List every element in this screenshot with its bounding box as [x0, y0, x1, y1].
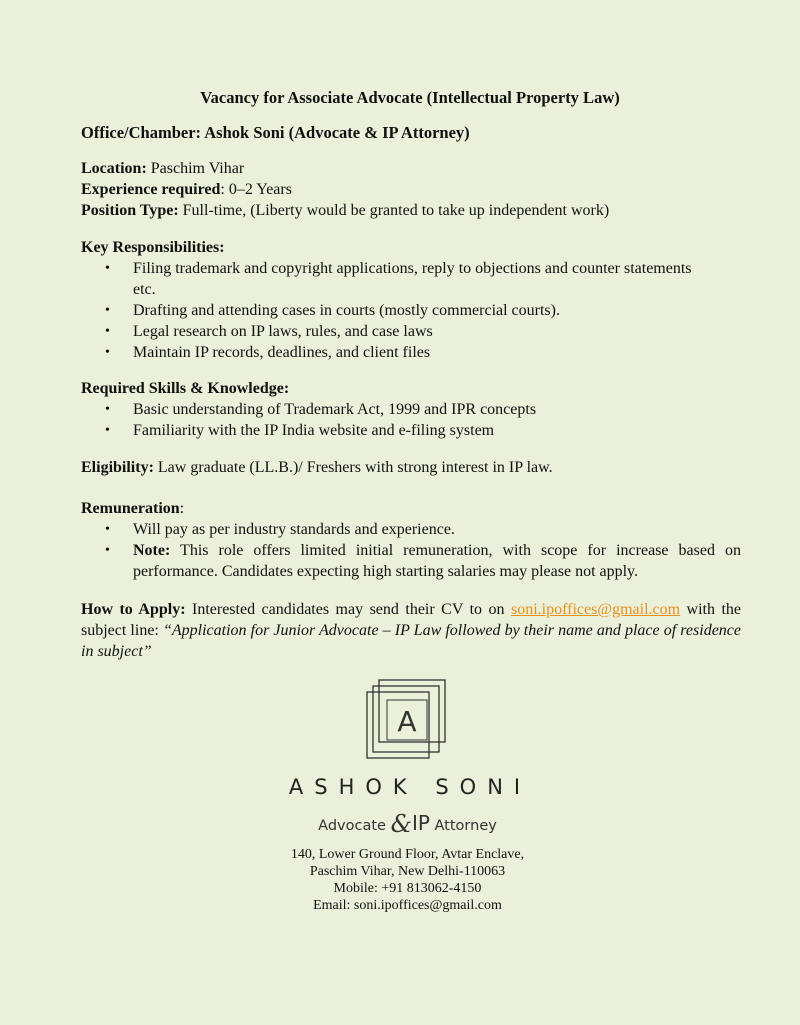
address-mobile: Mobile: +91 813062-4150 [333, 881, 482, 896]
remuneration-list [81, 519, 741, 582]
apply-text-2: with the subject line: [81, 601, 742, 639]
experience-label: Experience required [81, 181, 221, 198]
how-to-apply [81, 599, 741, 662]
page-title: Vacancy for Associate Advocate (Intellectual Property Law) [200, 88, 620, 107]
list-item: • Filing trademark and copyright applications, reply to objections and counter statements etc. [81, 258, 693, 300]
responsibilities-section [81, 237, 741, 363]
address-block [0, 846, 800, 914]
email-link[interactable]: soni.ipoffices@gmail.com [510, 601, 681, 618]
list-item: • Legal research on IP laws, rules, and case laws [81, 321, 741, 342]
experience-value: : 0–2 Years [220, 181, 292, 198]
eligibility-value: Law graduate (LL.B.)/ Freshers with strong interest in IP law. [153, 459, 553, 476]
location-label: Location: [81, 160, 147, 177]
brand-name: ASHOK SONI [288, 775, 532, 799]
job-details [81, 158, 741, 221]
responsibilities-list [81, 258, 741, 363]
brand-tagline [0, 810, 800, 838]
skills-section [81, 378, 741, 441]
location-line [81, 158, 741, 179]
experience-line [81, 179, 741, 200]
note-text: This role offers limited initial remuneration, with scope for increase based on performance. Candidates expecting high starting salaries may please not apply. [133, 542, 741, 580]
eligibility-line [81, 457, 741, 478]
tagline-attorney: Attorney [434, 818, 497, 834]
list-item [81, 540, 741, 582]
position-type-line [81, 200, 741, 221]
list-item: • Basic understanding of Trademark Act, 1999 and IPR concepts [81, 399, 741, 420]
list-item: • Familiarity with the IP India website and e-filing system [81, 420, 741, 441]
apply-text-1: Interested candidates may send their CV to on [185, 601, 511, 618]
apply-label: How to Apply: [81, 601, 186, 618]
eligibility-label: Eligibility: [81, 459, 154, 476]
position-type-label: Position Type: [81, 202, 179, 219]
logo-mark [365, 678, 449, 762]
skills-heading: Required Skills & Knowledge: [81, 380, 290, 397]
apply-subject: “Application for Junior Advocate – IP Law followed by their name and place of residence in subject” [81, 622, 741, 660]
skills-list [81, 399, 741, 441]
position-type-value: Full-time, (Liberty would be granted to take up independent work) [178, 202, 610, 219]
remuneration-heading: Remuneration [81, 500, 180, 517]
tagline-ip: IP [411, 811, 430, 835]
address-line-2: Paschim Vihar, New Delhi-110063 [309, 864, 506, 879]
address-line-1: 140, Lower Ground Floor, Avtar Enclave, [290, 847, 525, 862]
list-item: • Will pay as per industry standards and experience. [81, 519, 741, 540]
responsibilities-heading: Key Responsibilities: [81, 239, 225, 256]
note-label: Note: [133, 542, 171, 559]
office-chamber: Office/Chamber: Ashok Soni (Advocate & IP Attorney) [81, 123, 470, 142]
list-item: • Maintain IP records, deadlines, and client files [81, 342, 741, 363]
logo-letter: A [397, 705, 417, 738]
remuneration-section [81, 498, 741, 582]
list-item: • Drafting and attending cases in courts (mostly commercial courts). [81, 300, 741, 321]
remuneration-colon: : [179, 500, 185, 517]
location-value: Paschim Vihar [146, 160, 245, 177]
address-email: Email: soni.ipoffices@gmail.com [313, 898, 502, 913]
tagline-ampersand: & [390, 810, 412, 838]
tagline-advocate: Advocate [318, 818, 386, 834]
